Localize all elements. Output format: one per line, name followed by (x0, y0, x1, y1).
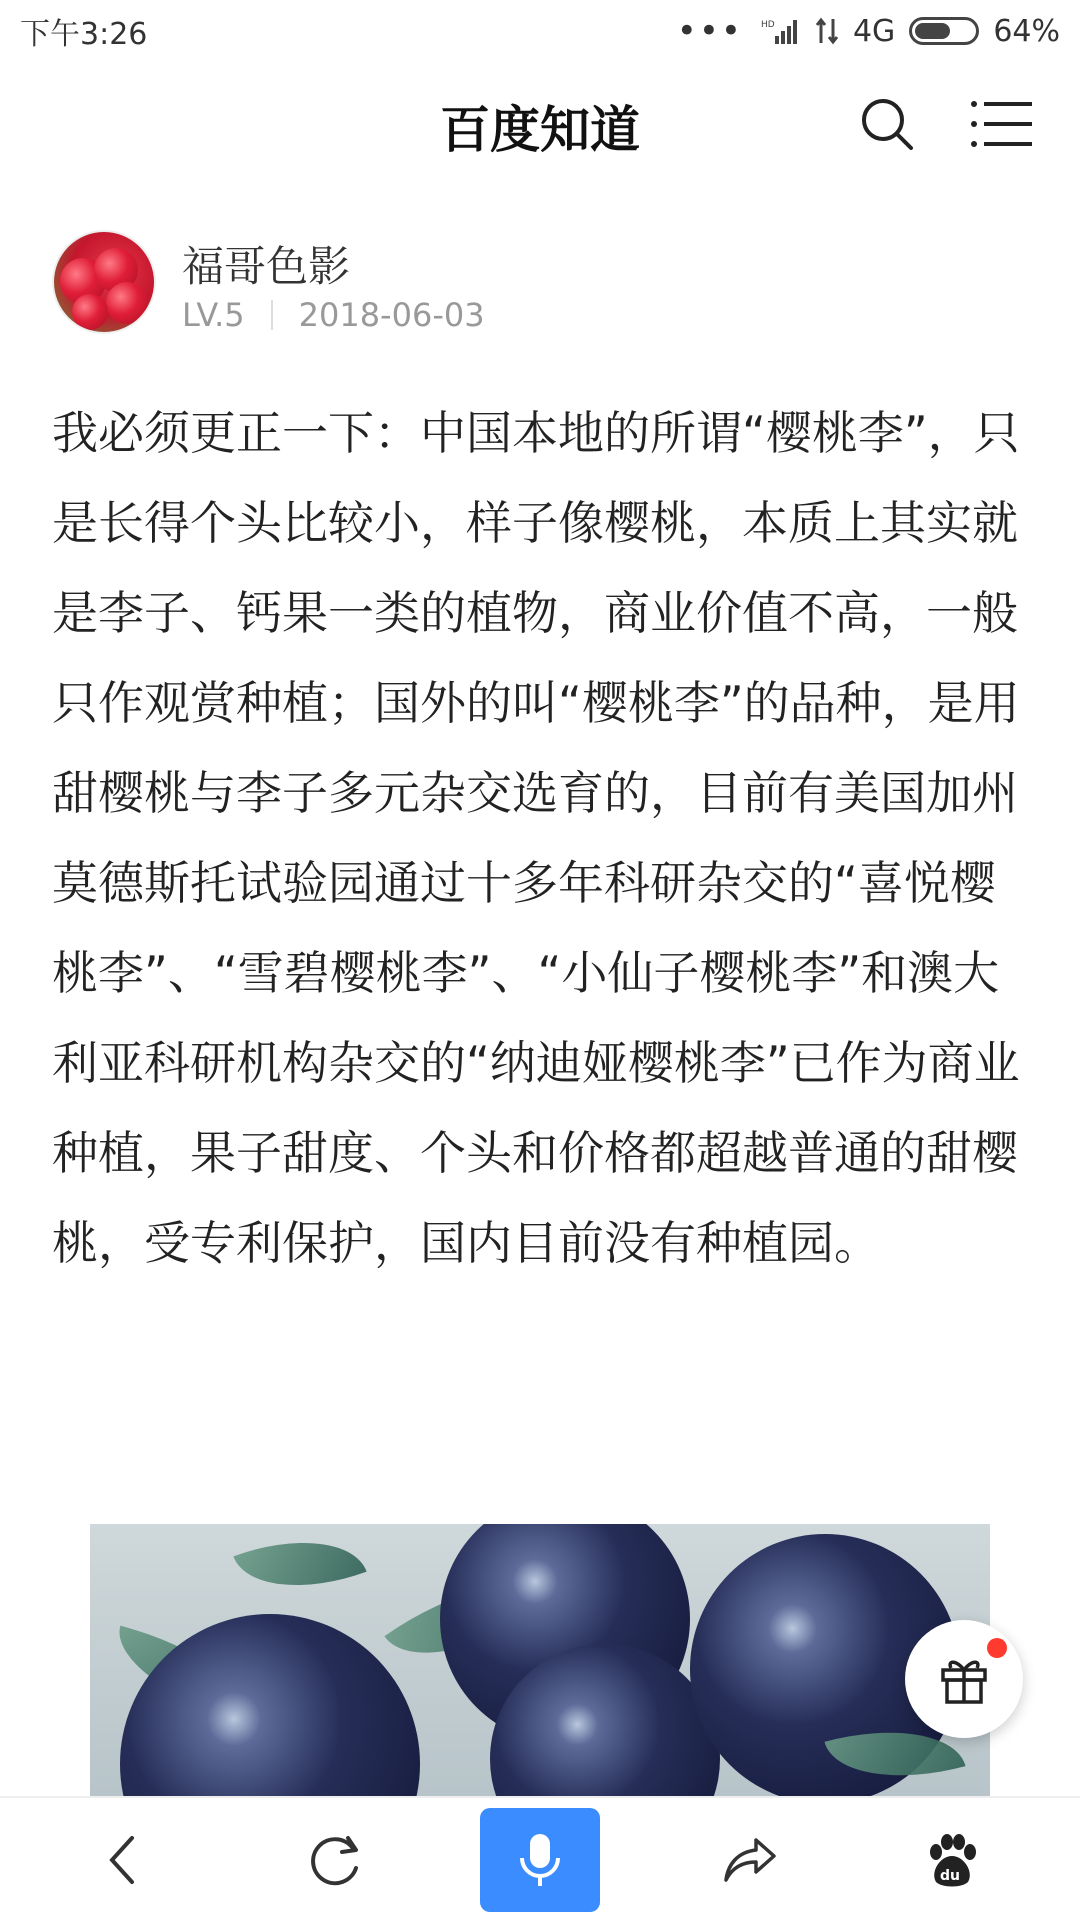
back-button[interactable] (62, 1798, 182, 1920)
voice-search-button[interactable] (480, 1808, 600, 1912)
author-level: LV.5 (182, 296, 245, 334)
author-name[interactable]: 福哥色影 (182, 242, 351, 291)
bottom-nav (0, 1796, 1080, 1920)
share-icon (722, 1834, 778, 1886)
microphone-icon (518, 1832, 562, 1888)
gift-icon (937, 1652, 991, 1706)
signal-hd-icon (761, 18, 801, 44)
answer-text: 我必须更正一下：中国本地的所谓“樱桃李”，只是长得个头比较小，样子像樱桃，本质上其实就是李子、钙果一类的植物，商业价值不高，一般只作观赏种植；国外的叫“樱桃李”的品种，是用甜樱桃与李子多元杂交选育的，目前有美国加州莫德斯托试验园通过十多年科研杂交的“喜悦樱桃李”、“雪碧樱桃李”、“小仙子樱桃李”和澳大利亚科研机构杂交的“纳迪娅樱桃李”已作为商业种植，果子甜度、个头和价格都超越普通的甜樱桃，受专利保护，国内目前没有种植园。 (52, 406, 1020, 1270)
answer-body (52, 388, 1027, 1288)
avatar[interactable] (52, 230, 156, 334)
refresh-button[interactable] (276, 1798, 396, 1920)
share-button[interactable] (690, 1798, 810, 1920)
top-bar (0, 62, 1080, 182)
meta-divider (271, 300, 273, 330)
baidu-paw-icon (924, 1832, 980, 1888)
menu-button[interactable] (970, 92, 1034, 156)
status-bar (0, 0, 1080, 62)
gift-button[interactable] (905, 1620, 1023, 1738)
answer-author (52, 230, 1032, 340)
data-arrows-icon (815, 17, 839, 45)
answer-image[interactable] (90, 1524, 990, 1796)
refresh-icon (308, 1832, 364, 1888)
baidu-home-button[interactable] (892, 1798, 1012, 1920)
answer-date: 2018-06-03 (298, 296, 485, 334)
battery-percent: 64% (993, 13, 1060, 49)
author-meta (182, 296, 485, 334)
notification-badge (987, 1638, 1007, 1658)
back-icon (102, 1832, 142, 1888)
status-time: 下午3:26 (20, 17, 148, 52)
svg-text:du: du (940, 1868, 960, 1884)
network-type: 4G (852, 13, 896, 49)
svg-text:HD: HD (760, 20, 775, 30)
page-title: 百度知道 (440, 101, 640, 159)
more-dots-icon: ••• (676, 11, 743, 51)
search-button[interactable] (855, 92, 919, 156)
battery-icon (909, 17, 979, 45)
search-icon (859, 96, 915, 152)
menu-icon (970, 98, 1034, 150)
